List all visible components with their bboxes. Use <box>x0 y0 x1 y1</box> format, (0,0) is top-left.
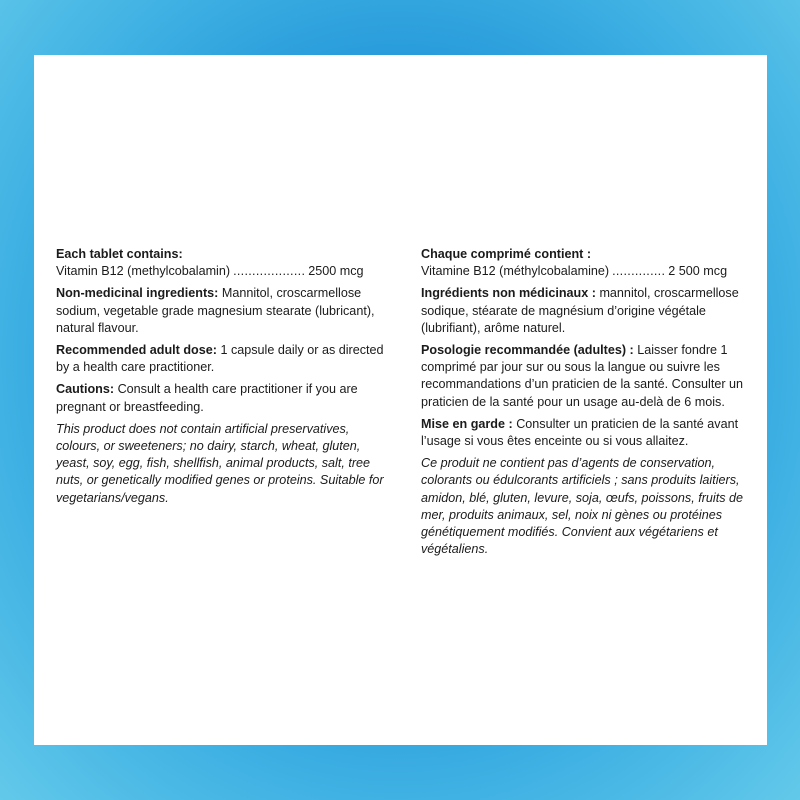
cautions-block-fr <box>421 416 751 450</box>
non-medicinal-text: Mannitol, croscarmellose sodium, vegetable grade magnesium stearate (lubricant), natural flavour. <box>56 286 375 335</box>
ingredient-name: Vitamin B12 (methylcobalamin) <box>56 264 231 279</box>
cautions-label-fr: Mise en garde : <box>421 416 513 431</box>
ingredient-leader: ................... <box>233 264 306 279</box>
contains-heading-fr: Chaque comprimé contient : <box>421 247 592 261</box>
non-medicinal-block <box>56 285 396 337</box>
label-panel <box>34 55 767 745</box>
dose-label-fr: Posologie recommandée (adultes) : <box>421 343 634 358</box>
dose-block <box>56 342 396 376</box>
non-medicinal-label: Non-medicinal ingredients: <box>56 286 219 301</box>
non-medicinal-block-fr <box>421 285 751 337</box>
ingredient-amount-fr: 2 500 mcg <box>668 264 728 279</box>
non-medicinal-text-fr: mannitol, croscarmellose sodique, stéarate de magnésium d’origine végétale (lubrifiant), arôme naturel. <box>421 286 739 335</box>
cautions-label: Cautions: <box>56 382 115 397</box>
ingredient-amount: 2500 mcg <box>308 264 364 279</box>
dose-block-fr <box>421 342 751 411</box>
ingredient-leader-fr: .............. <box>612 264 666 279</box>
disclaimer-text-fr: Ce produit ne contient pas d’agents de conservation, colorants ou édulcorants artificiels ; sans produits laitiers, amidon, blé, gluten, levure, soja, œufs, poissons, fruits de mer, produits animaux, sel, noix ni gènes ou protéines génétiquement modifiés. Convient aux végétariens et végétaliens. <box>421 456 744 557</box>
contains-block-fr <box>421 246 751 280</box>
contains-block <box>56 246 396 280</box>
dose-text-fr: Laisser fondre 1 comprimé par jour sur ou sous la langue ou suivre les recommandations d’un praticien de la santé. Consulter un praticien de la santé pour un usage au-delà de 6 mois. <box>421 343 744 409</box>
disclaimer-text: This product does not contain artificial preservatives, colours, or sweeteners; no dairy, starch, wheat, gluten, yeast, soy, egg, fish, shellfish, animal products, salt, tree nuts, or genetically modified genes or proteins. Suitable for vegetarians/vegans. <box>56 421 384 505</box>
cautions-text: Consult a health care practitioner if you are pregnant or breastfeeding. <box>56 382 358 414</box>
dose-text: 1 capsule daily or as directed by a health care practitioner. <box>56 343 384 375</box>
dose-label: Recommended adult dose: <box>56 343 217 358</box>
english-column <box>56 246 396 512</box>
cautions-text-fr: Consulter un praticien de la santé avant l’usage si vous êtes enceinte ou si vous allaitez. <box>421 416 739 449</box>
ingredient-row-fr <box>421 263 751 280</box>
contains-heading: Each tablet contains: <box>56 247 183 261</box>
cautions-block <box>56 381 396 415</box>
ingredient-name-fr: Vitamine B12 (méthylcobalamine) <box>421 264 610 279</box>
french-column <box>421 246 751 563</box>
non-medicinal-label-fr: Ingrédients non médicinaux : <box>421 286 596 301</box>
ingredient-row <box>56 263 396 280</box>
